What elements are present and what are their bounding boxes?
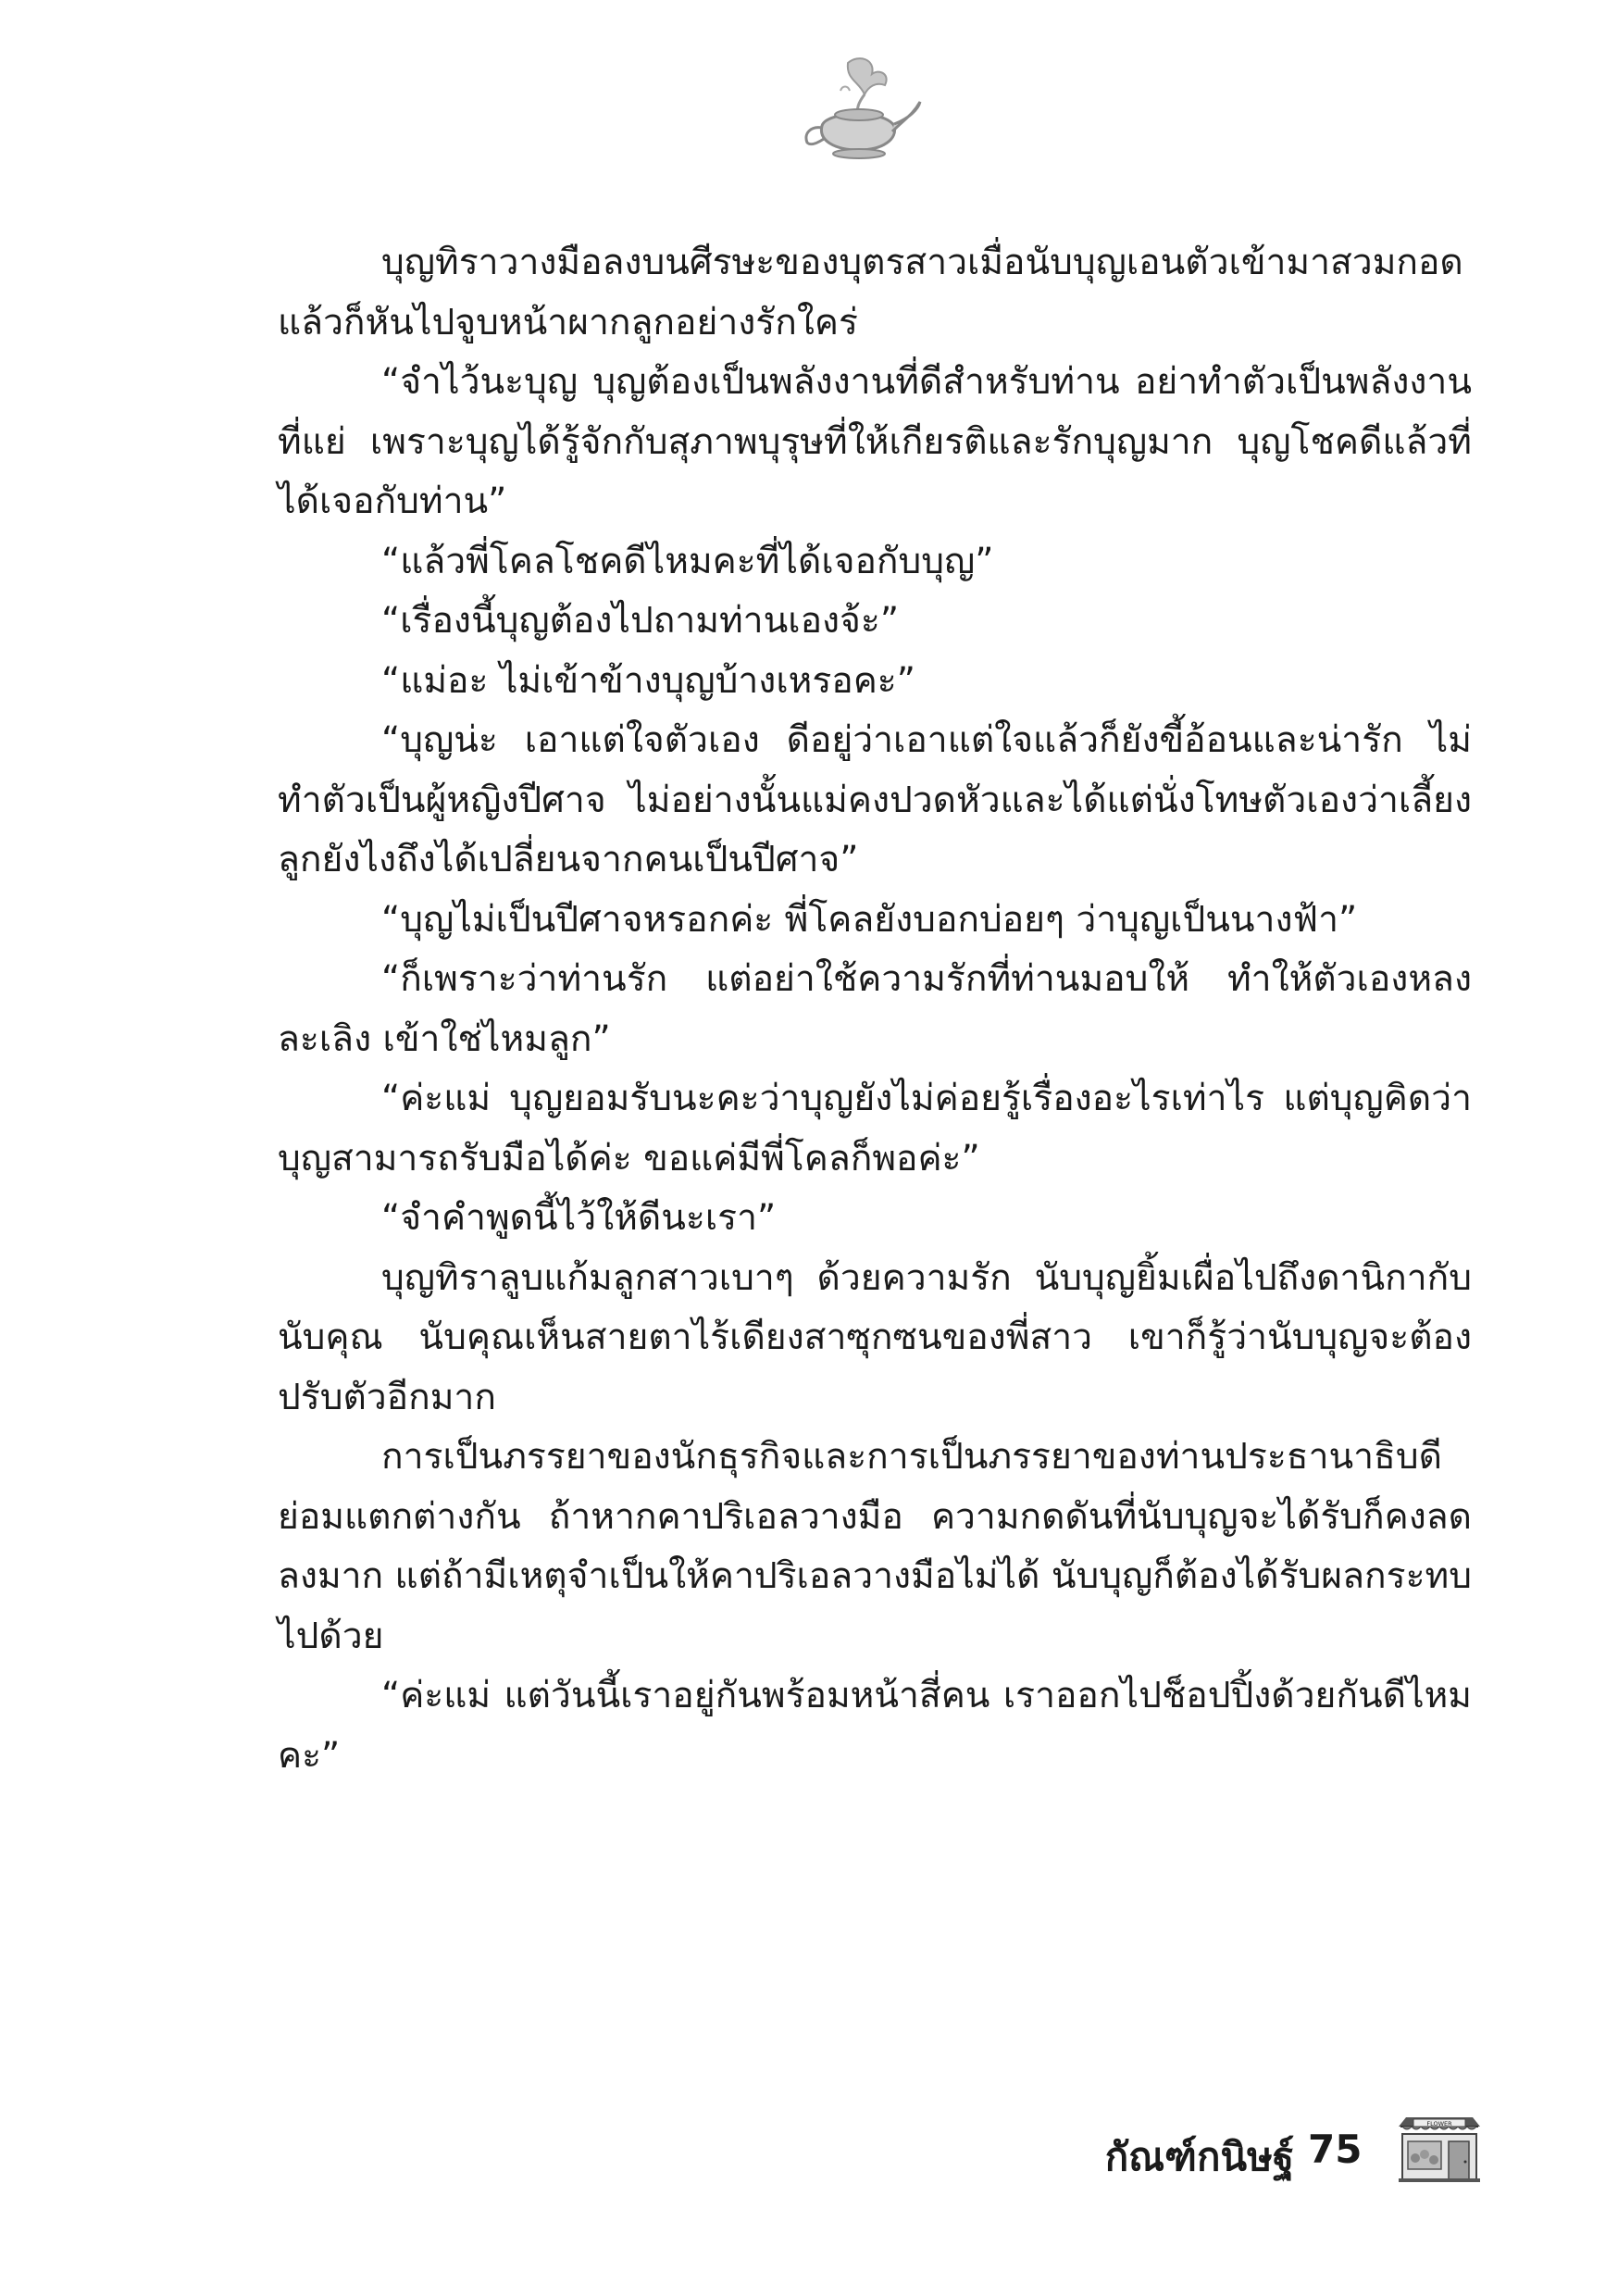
page-number: 75 [1308,2127,1363,2172]
paragraph: “บุญไม่เป็นปีศาจหรอกค่ะ พี่โคลยังบอกบ่อยๆ ว่าบุญเป็นนางฟ้า” [381,898,1358,941]
paragraph: “บุญน่ะ เอาแต่ใจตัวเอง ดีอยู่ว่าเอาแต่ใจแล้วก็ยังขี้อ้อนและน่ารัก ไม่ทำตัวเป็นผู้หญิงปีศาจ ไม่อย่างนั้นแม่คงปวดหัวและได้แต่นั่งโทษตัวเองว่าเลี้ยงลูกยังไงถึงได้เปลี่ยนจากคนเป็นปีศาจ” [278,719,1472,880]
paragraph: บุญทิราวางมือลงบนศีรษะของบุตรสาวเมื่อนับบุญเอนตัวเข้ามาสวมกอด แล้วก็หันไปจูบหน้าผากลูกอย่างรักใคร่ [278,242,1463,343]
paragraph: “แม่อะ ไม่เข้าข้างบุญบ้างเหรอคะ” [381,659,915,702]
paragraph: “จำไว้นะบุญ บุญต้องเป็นพลังงานที่ดีสำหรับท่าน อย่าทำตัวเป็นพลังงานที่แย่ เพราะบุญได้รู้จักกับสุภาพบุรุษที่ให้เกียรติและรักบุญมาก บุญโชคดีแล้วที่ได้เจอกับท่าน” [278,361,1472,522]
paragraph: “จำคำพูดนี้ไว้ให้ดีนะเรา” [381,1197,777,1239]
author-name: กัณฑ์กนิษฐ์ [1104,2134,1294,2179]
flower-shop-icon [1393,2110,1486,2184]
paragraph: บุญทิราลูบแก้มลูกสาวเบาๆ ด้วยความรัก นับบุญยิ้มเผื่อไปถึงดานิกากับนับคุณ นับคุณเห็นสายตาไร้เดียงสาซุกซนของพี่สาว เขาก็รู้ว่านับบุญจะต้องปรับตัวอีกมาก [278,1256,1472,1418]
paragraph: “ก็เพราะว่าท่านรัก แต่อย่าใช้ความรักที่ท่านมอบให้ ทำให้ตัวเองหลงละเลิง เข้าใช่ไหมลูก” [278,958,1472,1060]
page-footer [1037,2106,1481,2190]
paragraph: “แล้วพี่โคลโชคดีไหมคะที่ได้เจอกับบุญ” [381,540,994,582]
svg-text:FLOWER: FLOWER [1426,2120,1452,2128]
paragraph: การเป็นภรรยาของนักธุรกิจและการเป็นภรรยาของท่านประธานาธิบดีย่อมแตกต่างกัน ถ้าหากคาปริเอลวางมือ ความกดดันที่นับบุญจะได้รับก็คงลดลงมาก แต่ถ้ามีเหตุจำเป็นให้คาปริเอลวางมือไม่ได้ นับบุญก็ต้องได้รับผลกระทบไปด้วย [278,1436,1473,1657]
paragraph: “เรื่องนี้บุญต้องไปถามท่านเองจ้ะ” [381,600,900,642]
story-body [278,233,1472,1786]
fairy-teapot-icon [794,54,924,165]
paragraph: “ค่ะแม่ แต่วันนี้เราอยู่กันพร้อมหน้าสี่คน เราออกไปช็อปปิ้งด้วยกันดีไหมคะ” [278,1675,1472,1777]
paragraph: “ค่ะแม่ บุญยอมรับนะคะว่าบุญยังไม่ค่อยรู้เรื่องอะไรเท่าไร แต่บุญคิดว่าบุญสามารถรับมือได้ค่ะ ขอแค่มีพี่โคลก็พอค่ะ” [278,1078,1472,1179]
